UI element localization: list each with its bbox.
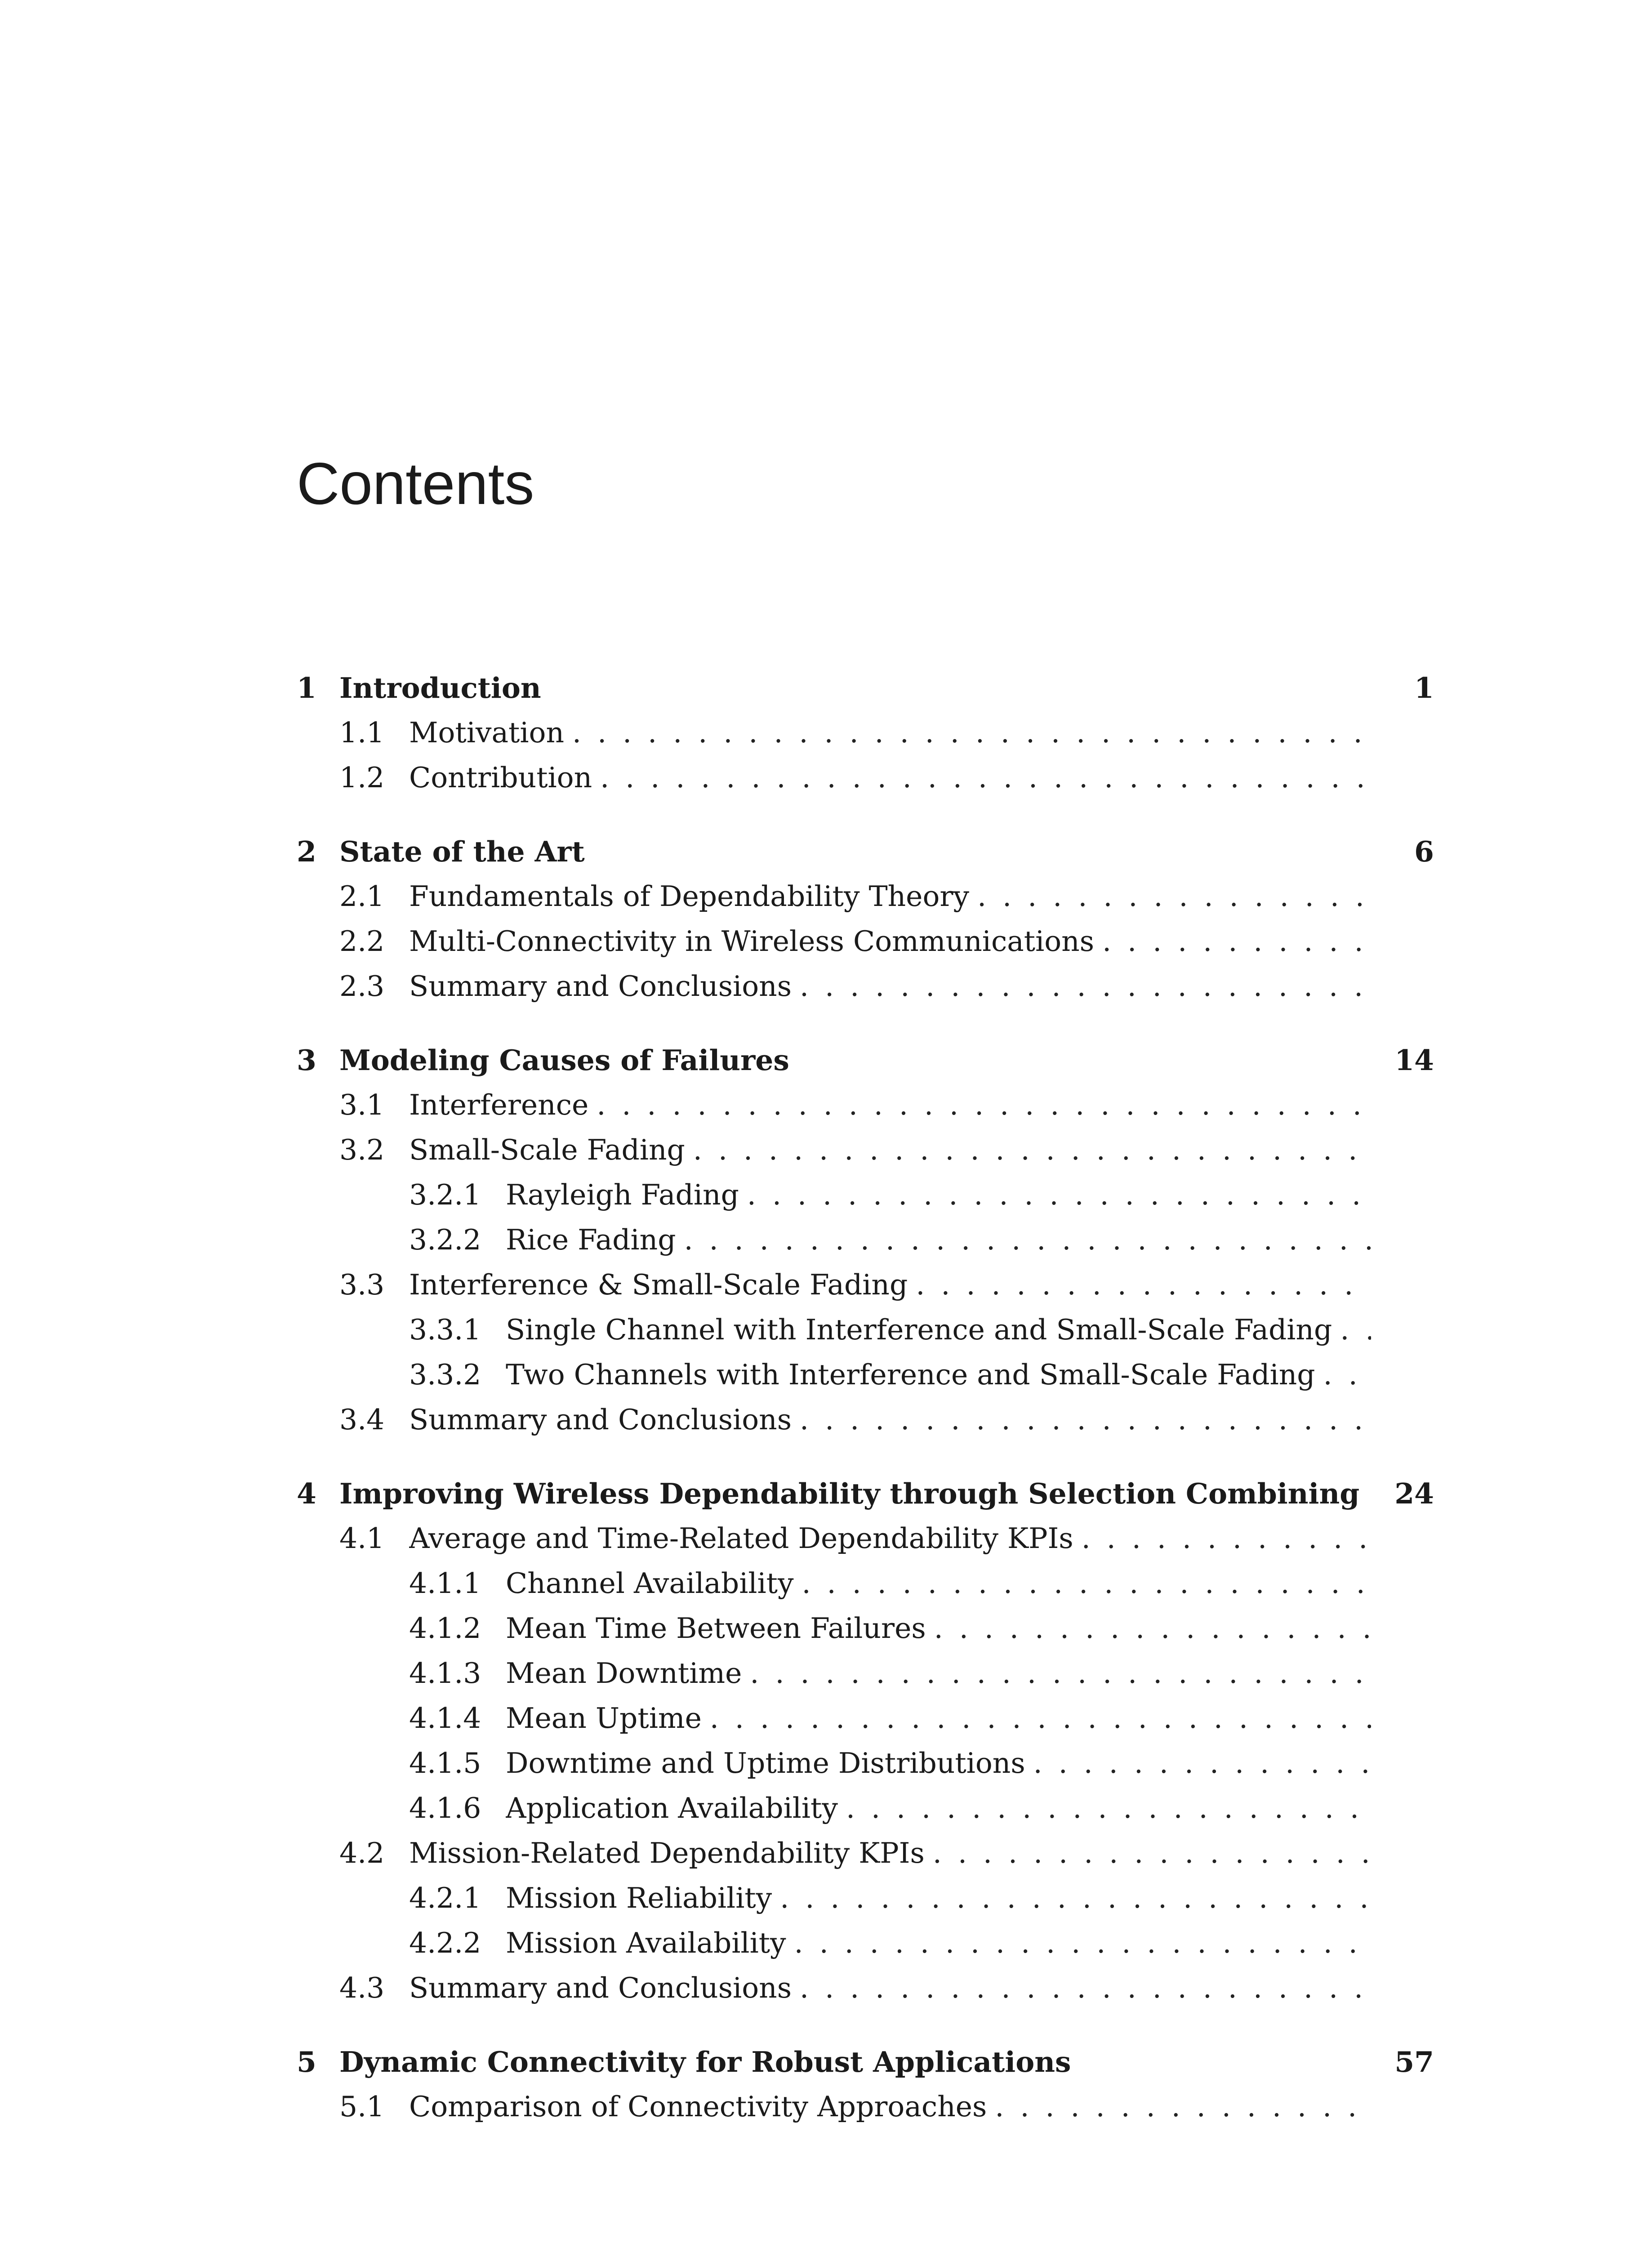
dot-leader — [934, 1606, 1371, 1651]
dot-leader — [1323, 1352, 1371, 1397]
toc-section-entry[interactable] — [297, 1966, 1434, 2011]
dot-leader — [916, 1262, 1371, 1307]
section-title: Single Channel with Interference and Small-Scale Fading — [506, 1307, 1340, 1352]
toc-subsection-entry[interactable] — [297, 1352, 1434, 1397]
section-number: 4.1.5 — [409, 1747, 481, 1780]
section-number: 4.1.3 — [409, 1657, 481, 1690]
section-title: Channel Availability — [506, 1561, 802, 1606]
dot-leader — [802, 1561, 1371, 1606]
section-title: Two Channels with Interference and Small-Scale Fading — [506, 1352, 1323, 1397]
chapter-number: 3 — [297, 1044, 316, 1077]
section-title: Mission Availability — [506, 1921, 794, 1966]
section-title: Summary and Conclusions — [409, 964, 800, 1009]
section-number: 4.3 — [339, 1971, 385, 2004]
section-number: 3.4 — [339, 1403, 385, 1436]
toc-subsection-entry[interactable] — [297, 1561, 1434, 1606]
toc-subsection-entry[interactable] — [297, 1173, 1434, 1218]
dot-leader — [750, 1651, 1371, 1696]
dot-leader — [1102, 919, 1371, 964]
dot-leader — [710, 1696, 1371, 1741]
toc-subsection-entry[interactable] — [297, 1307, 1434, 1352]
section-title: Average and Time-Related Dependability KPIs — [409, 1516, 1082, 1561]
section-title: Mean Downtime — [506, 1651, 750, 1696]
section-title: Rice Fading — [506, 1218, 684, 1262]
section-title: Mission Reliability — [506, 1876, 780, 1921]
section-number: 2.3 — [339, 970, 385, 1003]
section-number: 4.1.6 — [409, 1792, 481, 1824]
section-title: Summary and Conclusions — [409, 1397, 800, 1442]
toc-section-entry[interactable] — [297, 2084, 1434, 2129]
section-number: 1.2 — [339, 761, 385, 794]
section-number: 2.2 — [339, 925, 385, 958]
toc-chapter — [297, 1038, 1434, 1442]
chapter-title: State of the Art — [339, 835, 585, 868]
section-number: 5.1 — [339, 2090, 385, 2123]
section-number: 3.2.1 — [409, 1178, 481, 1211]
toc-chapter-heading[interactable] — [297, 1038, 1434, 1083]
section-number: 3.3.1 — [409, 1313, 481, 1346]
dot-leader — [794, 1921, 1371, 1966]
dot-leader — [1082, 1516, 1371, 1561]
section-number: 3.2.2 — [409, 1223, 481, 1256]
section-number: 3.2 — [339, 1133, 385, 1166]
toc-section-entry[interactable] — [297, 755, 1434, 800]
dot-leader — [600, 755, 1371, 800]
toc-chapter-heading[interactable] — [297, 829, 1434, 874]
dot-leader — [747, 1173, 1371, 1218]
toc-section-entry[interactable] — [297, 1083, 1434, 1128]
section-title: Motivation — [409, 710, 572, 755]
toc-subsection-entry[interactable] — [297, 1876, 1434, 1921]
dot-leader — [800, 1966, 1371, 2011]
section-number: 4.2 — [339, 1837, 385, 1869]
chapter-title: Improving Wireless Dependability through Selection Combining — [339, 1477, 1360, 1510]
section-number: 4.1.4 — [409, 1702, 481, 1735]
toc-chapter-heading[interactable] — [297, 665, 1434, 710]
section-number: 4.2.1 — [409, 1882, 481, 1914]
toc-section-entry[interactable] — [297, 710, 1434, 755]
toc-section-entry[interactable] — [297, 1128, 1434, 1173]
chapter-number: 4 — [297, 1477, 316, 1510]
dot-leader — [572, 710, 1371, 755]
toc-section-entry[interactable] — [297, 1262, 1434, 1307]
chapter-page-number: 1 — [1414, 671, 1434, 705]
section-number: 2.1 — [339, 880, 385, 913]
section-title: Multi-Connectivity in Wireless Communications — [409, 919, 1102, 964]
section-title: Small-Scale Fading — [409, 1128, 693, 1173]
toc-chapter — [297, 665, 1434, 800]
section-title: Rayleigh Fading — [506, 1173, 747, 1218]
toc-section-entry[interactable] — [297, 964, 1434, 1009]
section-number: 4.1.2 — [409, 1612, 481, 1645]
section-title: Summary and Conclusions — [409, 1966, 800, 2011]
dot-leader — [780, 1876, 1371, 1921]
section-title: Interference & Small-Scale Fading — [409, 1262, 916, 1307]
dot-leader — [977, 874, 1371, 919]
toc-chapter — [297, 2039, 1434, 2129]
toc-chapter — [297, 1471, 1434, 2011]
dot-leader — [933, 1831, 1371, 1876]
section-title: Fundamentals of Dependability Theory — [409, 874, 977, 919]
dot-leader — [597, 1083, 1371, 1128]
toc-section-entry[interactable] — [297, 1397, 1434, 1442]
chapter-title: Introduction — [339, 671, 541, 705]
toc-chapter-heading[interactable] — [297, 2039, 1434, 2084]
dot-leader — [800, 964, 1371, 1009]
chapter-page-number: 24 — [1394, 1477, 1434, 1510]
toc-subsection-entry[interactable] — [297, 1218, 1434, 1262]
dot-leader — [995, 2084, 1371, 2129]
table-of-contents — [297, 665, 1434, 2158]
section-number: 3.3 — [339, 1268, 385, 1301]
chapter-page-number: 6 — [1414, 835, 1434, 868]
dot-leader — [800, 1397, 1371, 1442]
section-title: Mean Time Between Failures — [506, 1606, 934, 1651]
section-title: Mean Uptime — [506, 1696, 710, 1741]
section-number: 4.2.2 — [409, 1927, 481, 1959]
toc-subsection-entry[interactable] — [297, 1606, 1434, 1651]
section-title: Interference — [409, 1083, 597, 1128]
toc-section-entry[interactable] — [297, 1831, 1434, 1876]
toc-subsection-entry[interactable] — [297, 1786, 1434, 1831]
chapter-title: Modeling Causes of Failures — [339, 1044, 789, 1077]
section-title: Comparison of Connectivity Approaches — [409, 2084, 995, 2129]
section-title: Mission-Related Dependability KPIs — [409, 1831, 933, 1876]
dot-leader — [693, 1128, 1371, 1173]
chapter-page-number: 57 — [1394, 2045, 1434, 2079]
section-number: 4.1.1 — [409, 1567, 481, 1600]
toc-subsection-entry[interactable] — [297, 1696, 1434, 1741]
chapter-number: 1 — [297, 671, 316, 705]
section-number: 4.1 — [339, 1522, 385, 1555]
section-title: Application Availability — [506, 1786, 846, 1831]
toc-subsection-entry[interactable] — [297, 1741, 1434, 1786]
section-number: 3.1 — [339, 1088, 385, 1121]
dot-leader — [846, 1786, 1371, 1831]
chapter-page-number: 14 — [1394, 1044, 1434, 1077]
toc-subsection-entry[interactable] — [297, 1651, 1434, 1696]
section-number: 1.1 — [339, 716, 385, 749]
chapter-number: 5 — [297, 2045, 316, 2079]
toc-chapter — [297, 829, 1434, 1009]
page-title: Contents — [297, 450, 534, 517]
dot-leader — [1340, 1307, 1371, 1352]
chapter-title: Dynamic Connectivity for Robust Applications — [339, 2045, 1071, 2079]
chapter-number: 2 — [297, 835, 316, 868]
toc-chapter-heading[interactable] — [297, 1471, 1434, 1516]
section-number: 3.3.2 — [409, 1358, 481, 1391]
dot-leader — [684, 1218, 1371, 1262]
toc-section-entry[interactable] — [297, 919, 1434, 964]
dot-leader — [1033, 1741, 1371, 1786]
toc-section-entry[interactable] — [297, 1516, 1434, 1561]
section-title: Downtime and Uptime Distributions — [506, 1741, 1033, 1786]
toc-section-entry[interactable] — [297, 874, 1434, 919]
toc-subsection-entry[interactable] — [297, 1921, 1434, 1966]
section-title: Contribution — [409, 755, 600, 800]
